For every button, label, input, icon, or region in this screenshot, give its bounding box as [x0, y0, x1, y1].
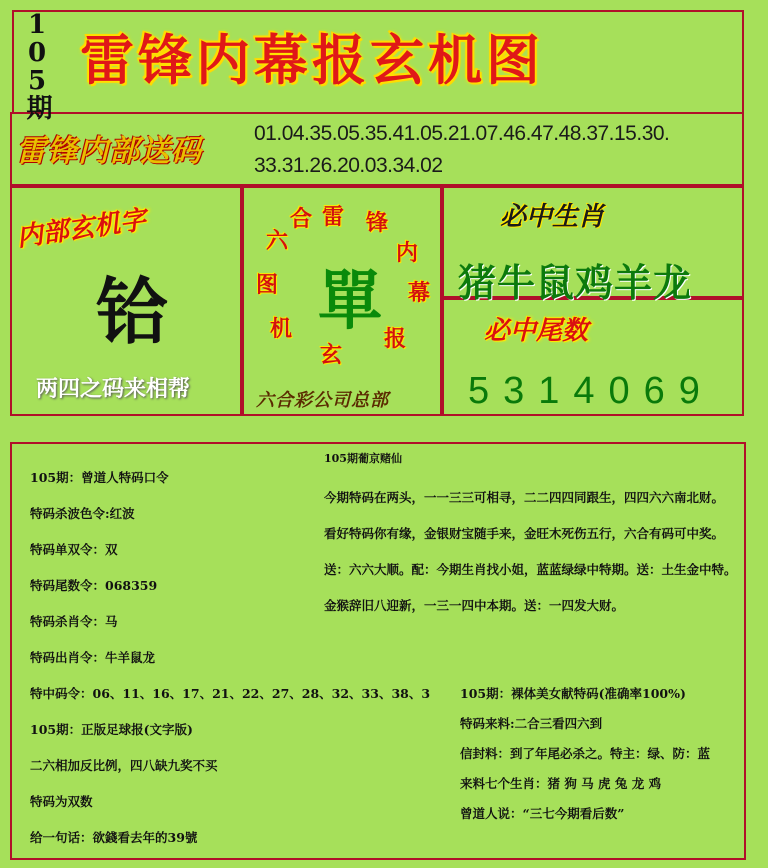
lower-center-line: 今期特码在两头，一一三三可相寻，二二四四同跟生，四四六六南北财。: [324, 490, 725, 505]
company-label: 六合彩公司总部: [256, 390, 389, 411]
lower-left-line: 特码杀波色令:红波: [30, 506, 135, 521]
left-panel-title: 内部玄机字: [14, 205, 148, 253]
circle-char: 锋: [366, 210, 389, 236]
circle-char: 幕: [408, 280, 431, 306]
lower-right-line: 特码来料:二合三看四六到: [460, 716, 603, 731]
circle-char: 报: [384, 326, 407, 352]
zodiac-list: 猪牛鼠鸡羊龙: [458, 260, 693, 305]
lower-right-line: 信封料：到了年尾必杀之。特主：绿、防：蓝: [460, 746, 711, 761]
circle-char: 雷: [322, 204, 345, 230]
numbers-line-1: 01.04.35.05.35.41.05.21.07.46.47.48.37.15.30.: [254, 122, 670, 145]
circle-char: 六: [266, 228, 289, 254]
page-title: 雷锋内幕报玄机图: [80, 28, 544, 92]
center-character: 單: [318, 264, 382, 339]
lower-left-line: 特码单双令：双: [30, 542, 118, 557]
lower-center-line: 105期葡京赌仙: [324, 452, 402, 465]
lower-left-line: 给一句话：欲錢看去年的39號: [30, 830, 198, 845]
lower-right-line: 曾道人说：“三七今期看后数”: [460, 806, 625, 821]
numbers-line-2: 33.31.26.20.03.34.02: [254, 154, 443, 177]
lower-right-line: 来料七个生肖：猪 狗 马 虎 兔 龙 鸡: [460, 776, 662, 791]
lower-left-line: 105期：曾道人特码口令: [30, 470, 169, 485]
zodiac-title: 必中生肖: [500, 202, 605, 232]
lower-right-line: 105期：裸体美女献特码(准确率100%): [460, 686, 686, 701]
code-row-label: 雷锋内部送码: [16, 134, 202, 169]
tail-title: 必中尾数: [484, 316, 589, 346]
lower-center-line: 金猴辞旧八迎新，一三一四中本期。送：一四发大财。: [324, 598, 625, 613]
left-panel-hint: 两四之码来相帮: [36, 376, 191, 402]
tail-digits: 5314069: [468, 370, 714, 412]
lower-left-line: 二六相加反比例，四八缺九奖不买: [30, 758, 218, 773]
circle-char: 合: [290, 206, 313, 232]
circle-char: 机: [270, 316, 293, 342]
lower-left-line: 特中码令：06、11、16、17、21、22、27、28、32、33、38、3: [30, 686, 431, 701]
mystery-character: 铪: [96, 269, 169, 354]
lower-center-line: 送：六六大顺。配：今期生肖找小姐，蓝蓝绿绿中特期。送：土生金中特。: [324, 562, 737, 577]
circle-char: 内: [396, 240, 419, 266]
lower-left-line: 特码出肖令：牛羊鼠龙: [30, 650, 156, 665]
lower-left-line: 特码杀肖令：马: [30, 614, 118, 629]
circle-char: 玄: [320, 342, 343, 368]
circle-char: 图: [256, 272, 279, 298]
issue-number: 105期: [22, 10, 52, 118]
lower-left-line: 特码为双数: [30, 794, 93, 809]
lower-left-line: 特码尾数令：068359: [30, 578, 158, 593]
lower-left-line: 105期：正版足球报(文字版): [30, 722, 193, 737]
lower-center-line: 看好特码你有缘，金银财宝随手来，金旺木死伤五行，六合有码可中奖。: [324, 526, 725, 541]
